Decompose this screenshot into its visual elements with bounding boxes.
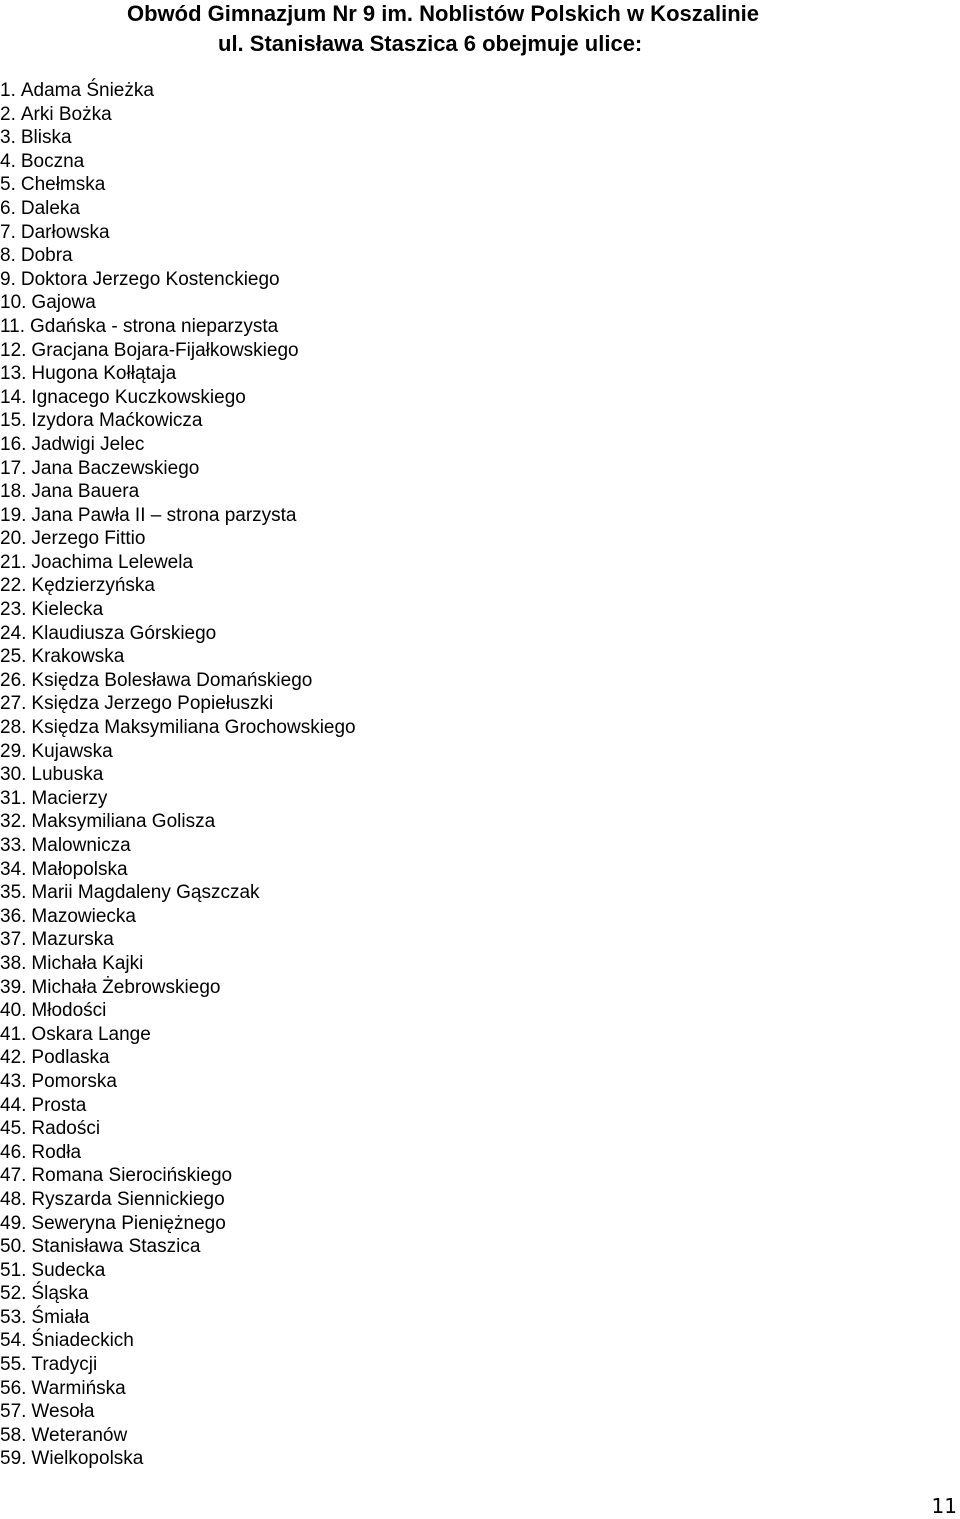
street-number: 49. xyxy=(0,1212,27,1234)
list-item xyxy=(0,834,356,858)
street-number: 9. xyxy=(0,268,16,290)
street-name: Hugona Kołłątaja xyxy=(31,363,177,385)
street-number: 45. xyxy=(0,1118,27,1140)
list-item xyxy=(0,315,356,339)
list-item xyxy=(0,669,356,693)
list-item xyxy=(0,1164,356,1188)
street-name: Gajowa xyxy=(31,292,96,314)
list-item xyxy=(0,787,356,811)
list-item xyxy=(0,622,356,646)
street-number: 30. xyxy=(0,764,27,786)
street-number: 37. xyxy=(0,929,27,951)
street-name: Prosta xyxy=(31,1094,87,1116)
street-number: 17. xyxy=(0,457,27,479)
street-name: Mazowiecka xyxy=(31,905,136,927)
street-name: Ignacego Kuczkowskiego xyxy=(31,386,246,408)
list-item xyxy=(0,1141,356,1165)
street-name: Młodości xyxy=(31,1000,107,1022)
street-name: Jerzego Fittio xyxy=(31,528,146,550)
street-name: Kujawska xyxy=(31,740,113,762)
street-name: Ryszarda Siennickiego xyxy=(31,1188,225,1210)
street-number: 42. xyxy=(0,1047,27,1069)
street-name: Śląska xyxy=(31,1283,89,1305)
street-number: 47. xyxy=(0,1165,27,1187)
street-name: Arki Bożka xyxy=(20,103,112,125)
street-name: Księdza Jerzego Popiełuszki xyxy=(31,693,274,715)
list-item xyxy=(0,598,356,622)
street-name: Adama Śnieżka xyxy=(20,80,154,101)
street-number: 46. xyxy=(0,1141,27,1163)
list-item xyxy=(0,976,356,1000)
list-item xyxy=(0,244,356,268)
street-name: Bliska xyxy=(20,127,72,149)
street-number: 41. xyxy=(0,1023,27,1045)
list-item xyxy=(0,103,356,127)
street-name: Jana Pawła II – strona parzysta xyxy=(31,504,297,526)
street-number: 53. xyxy=(0,1306,27,1328)
street-name: Joachima Lelewela xyxy=(31,551,194,573)
street-number: 34. xyxy=(0,858,27,880)
street-list xyxy=(0,79,356,1471)
street-name: Jana Baczewskiego xyxy=(31,457,200,479)
street-name: Krakowska xyxy=(31,646,125,668)
street-number: 50. xyxy=(0,1236,27,1258)
list-item xyxy=(0,409,356,433)
street-number: 23. xyxy=(0,599,27,621)
street-name: Weteranów xyxy=(31,1424,128,1446)
list-item xyxy=(0,386,356,410)
list-item xyxy=(0,740,356,764)
street-name: Macierzy xyxy=(31,787,108,809)
street-number: 1. xyxy=(0,80,16,101)
list-item xyxy=(0,1282,356,1306)
street-name: Jadwigi Jelec xyxy=(31,433,145,455)
street-name: Romana Sierocińskiego xyxy=(31,1165,233,1187)
list-item xyxy=(0,1212,356,1236)
street-number: 5. xyxy=(0,174,16,196)
street-number: 11. xyxy=(0,315,26,337)
list-item xyxy=(0,1235,356,1259)
street-number: 33. xyxy=(0,835,27,856)
street-name: Boczna xyxy=(20,150,85,172)
list-item xyxy=(0,504,356,528)
list-item xyxy=(0,1023,356,1047)
street-number: 20. xyxy=(0,528,27,550)
street-name: Małopolska xyxy=(31,858,128,880)
street-number: 25. xyxy=(0,646,27,668)
street-number: 56. xyxy=(0,1377,27,1399)
list-item xyxy=(0,291,356,315)
street-number: 4. xyxy=(0,150,16,172)
street-number: 12. xyxy=(0,339,27,361)
street-name: Podlaska xyxy=(31,1047,110,1069)
street-number: 39. xyxy=(0,976,27,998)
title-line-1: Obwód Gimnazjum Nr 9 im. Noblistów Polskich w Koszalinie xyxy=(127,1,759,26)
street-number: 6. xyxy=(0,197,16,219)
street-name: Pomorska xyxy=(31,1070,117,1092)
list-item xyxy=(0,1353,356,1377)
street-number: 35. xyxy=(0,882,27,904)
street-name: Sudecka xyxy=(31,1259,106,1281)
street-name: Dobra xyxy=(20,245,73,267)
street-name: Mazurska xyxy=(31,929,114,951)
street-number: 43. xyxy=(0,1070,27,1092)
street-number: 19. xyxy=(0,504,27,526)
list-item xyxy=(0,79,356,103)
list-item xyxy=(0,173,356,197)
list-item xyxy=(0,433,356,457)
street-name: Jana Bauera xyxy=(31,481,140,503)
street-number: 40. xyxy=(0,1000,27,1022)
list-item xyxy=(0,1259,356,1283)
list-item xyxy=(0,480,356,504)
list-item xyxy=(0,810,356,834)
street-number: 59. xyxy=(0,1448,27,1470)
title-line-2: ul. Stanisława Staszica 6 obejmuje ulice: xyxy=(218,31,643,56)
list-item xyxy=(0,1046,356,1070)
list-item xyxy=(0,1188,356,1212)
street-name: Michała Kajki xyxy=(31,952,144,974)
street-number: 52. xyxy=(0,1283,27,1305)
street-number: 3. xyxy=(0,127,16,149)
street-name: Seweryna Pieniężnego xyxy=(31,1212,226,1234)
street-name: Warmińska xyxy=(31,1377,126,1399)
list-item xyxy=(0,1070,356,1094)
street-name: Michała Żebrowskiego xyxy=(31,976,221,998)
list-item xyxy=(0,126,356,150)
list-item xyxy=(0,1094,356,1118)
street-number: 26. xyxy=(0,669,27,691)
street-number: 2. xyxy=(0,103,16,125)
list-item xyxy=(0,457,356,481)
street-number: 8. xyxy=(0,245,16,267)
street-number: 16. xyxy=(0,433,27,455)
list-item xyxy=(0,763,356,787)
street-name: Darłowska xyxy=(20,221,110,243)
street-name: Tradycji xyxy=(31,1354,98,1376)
street-name: Księdza Bolesława Domańskiego xyxy=(31,669,313,691)
street-number: 18. xyxy=(0,481,27,503)
list-item xyxy=(0,928,356,952)
list-item xyxy=(0,362,356,386)
street-number: 36. xyxy=(0,905,27,927)
list-item xyxy=(0,150,356,174)
street-number: 48. xyxy=(0,1188,27,1210)
list-item xyxy=(0,858,356,882)
list-item xyxy=(0,645,356,669)
list-item xyxy=(0,551,356,575)
list-item xyxy=(0,197,356,221)
street-name: Malownicza xyxy=(31,835,131,856)
list-item xyxy=(0,881,356,905)
street-number: 14. xyxy=(0,386,27,408)
street-name: Oskara Lange xyxy=(31,1023,151,1045)
street-number: 7. xyxy=(0,221,16,243)
list-item xyxy=(0,574,356,598)
street-name: Klaudiusza Górskiego xyxy=(31,622,217,644)
list-item xyxy=(0,1447,356,1471)
street-number: 44. xyxy=(0,1094,27,1116)
list-item xyxy=(0,1117,356,1141)
street-name: Kędzierzyńska xyxy=(31,575,155,597)
street-name: Gracjana Bojara-Fijałkowskiego xyxy=(31,339,299,361)
list-item xyxy=(0,999,356,1023)
list-item xyxy=(0,1400,356,1424)
street-name: Śmiała xyxy=(31,1306,90,1328)
street-number: 55. xyxy=(0,1354,27,1376)
street-name: Maksymiliana Golisza xyxy=(31,811,216,833)
street-number: 29. xyxy=(0,740,27,762)
street-number: 13. xyxy=(0,363,27,385)
street-name: Chełmska xyxy=(20,174,106,196)
street-name: Kielecka xyxy=(31,599,104,621)
list-item xyxy=(0,692,356,716)
street-number: 28. xyxy=(0,717,27,739)
street-number: 58. xyxy=(0,1424,27,1446)
street-name: Radości xyxy=(31,1118,101,1140)
list-item xyxy=(0,527,356,551)
list-item xyxy=(0,221,356,245)
street-name: Stanisława Staszica xyxy=(31,1236,201,1258)
street-number: 24. xyxy=(0,622,27,644)
street-number: 32. xyxy=(0,811,27,833)
list-item xyxy=(0,339,356,363)
street-number: 15. xyxy=(0,410,27,432)
street-number: 10. xyxy=(0,292,27,314)
street-name: Rodła xyxy=(31,1141,82,1163)
list-item xyxy=(0,952,356,976)
street-number: 31. xyxy=(0,787,27,809)
street-name: Wesoła xyxy=(31,1401,95,1423)
street-name: Daleka xyxy=(20,197,81,219)
street-name: Gdańska - strona nieparzysta xyxy=(30,315,279,337)
street-name: Wielkopolska xyxy=(31,1448,144,1470)
street-number: 27. xyxy=(0,693,27,715)
street-name: Izydora Maćkowicza xyxy=(31,410,203,432)
street-name: Marii Magdaleny Gąszczak xyxy=(31,882,260,904)
list-item xyxy=(0,716,356,740)
street-name: Doktora Jerzego Kostenckiego xyxy=(20,268,280,290)
list-item xyxy=(0,1424,356,1448)
street-name: Lubuska xyxy=(31,764,104,786)
street-name: Śniadeckich xyxy=(31,1330,134,1352)
street-name: Księdza Maksymiliana Grochowskiego xyxy=(31,717,356,739)
list-item xyxy=(0,1377,356,1401)
street-number: 21. xyxy=(0,551,27,573)
list-item xyxy=(0,1329,356,1353)
street-number: 51. xyxy=(0,1259,27,1281)
list-item xyxy=(0,1306,356,1330)
street-number: 22. xyxy=(0,575,27,597)
street-number: 54. xyxy=(0,1330,27,1352)
list-item xyxy=(0,268,356,292)
page-number: 11 xyxy=(931,1494,957,1518)
street-number: 57. xyxy=(0,1401,27,1423)
street-number: 38. xyxy=(0,952,27,974)
list-item xyxy=(0,905,356,929)
